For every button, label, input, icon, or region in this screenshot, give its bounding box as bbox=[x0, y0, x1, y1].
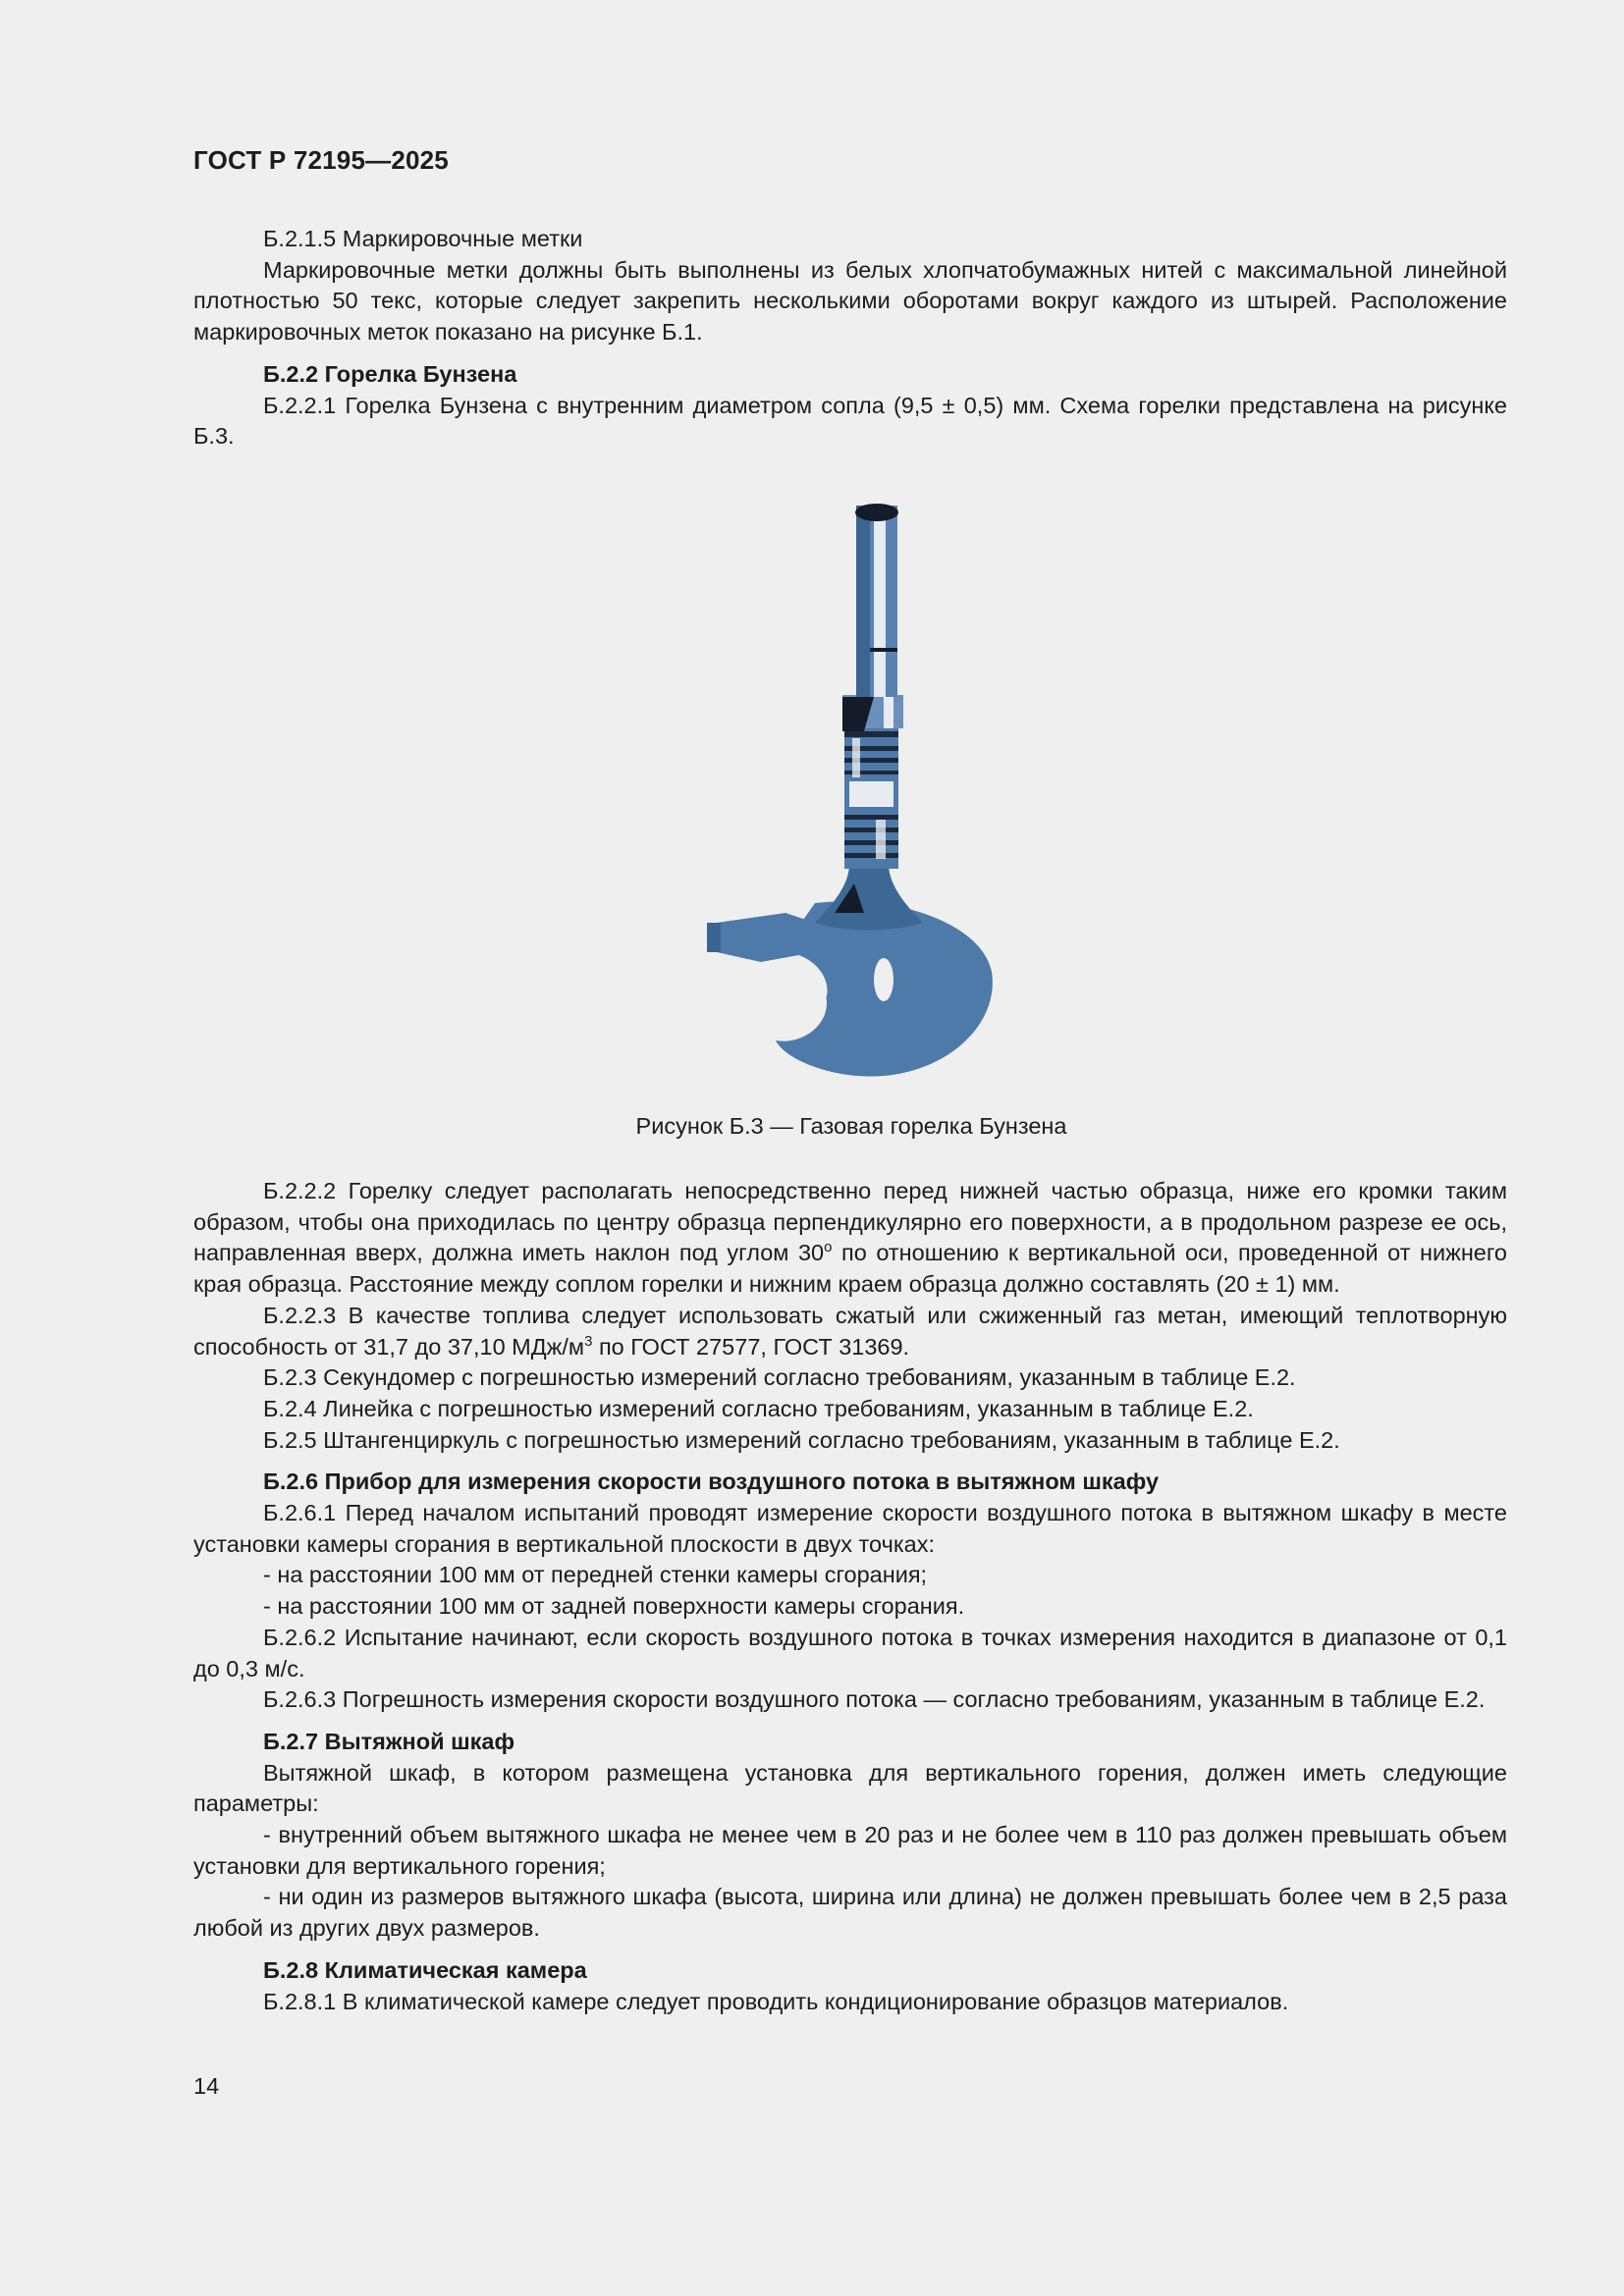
paragraph: Маркировочные метки должны быть выполнены из белых хлопчатобумажных нитей с максимальной линейной плотностью 50 текс, которые следует закрепить несколькими оборотами вокруг каждого из штырей. Расположение маркировочных меток показано на рисунке Б.1. bbox=[193, 256, 1507, 346]
paragraph-text: по отношению к вертикальной оси, проведенной от нижнего края образца. Расстояние между соплом горелки и нижним краем образца должно составлять (20 ± 1) мм. bbox=[193, 1240, 1507, 1298]
section-heading: Б.2.2 Горелка Бунзена bbox=[263, 360, 517, 387]
bunsen-burner-image bbox=[687, 491, 1021, 1090]
paragraph: Б.2.3 Секундомер с погрешностью измерений согласно требованиям, указанным в таблице Е.2. bbox=[263, 1364, 1296, 1391]
unit-superscript: 3 bbox=[584, 1332, 593, 1350]
page-number: 14 bbox=[193, 2073, 220, 2099]
list-item: - на расстоянии 100 мм от задней поверхности камеры сгорания. bbox=[263, 1593, 965, 1620]
paragraph: Б.2.1.5 Маркировочные метки bbox=[263, 226, 583, 251]
document-id-header: ГОСТ Р 72195—2025 bbox=[193, 145, 449, 175]
list-item: - внутренний объем вытяжного шкафа не менее чем в 20 раз и не более чем в 110 раз должен превышать объем установки для вертикального горения; bbox=[193, 1822, 1507, 1879]
list-item: - на расстоянии 100 мм от передней стенки камеры сгорания; bbox=[263, 1562, 928, 1588]
paragraph: Б.2.5 Штангенциркуль с погрешностью измерений согласно требованиям, указанным в таблице Е.2. bbox=[263, 1426, 1340, 1453]
paragraph: Б.2.4 Линейка с погрешностью измерений согласно требованиям, указанным в таблице Е.2. bbox=[263, 1395, 1254, 1421]
paragraph: Б.2.6.1 Перед началом испытаний проводят измерение скорости воздушного потока в вытяжном шкафу в месте установки камеры сгорания в вертикальной плоскости в двух точках: bbox=[193, 1500, 1507, 1557]
paragraph: Б.2.6.3 Погрешность измерения скорости воздушного потока — согласно требованиям, указанным в таблице Е.2. bbox=[263, 1686, 1486, 1713]
figure-caption: Рисунок Б.3 — Газовая горелка Бунзена bbox=[635, 1113, 1067, 1139]
paragraph: Б.2.6.2 Испытание начинают, если скорость воздушного потока в точках измерения находится в диапазоне от 0,1 до 0,3 м/с. bbox=[193, 1624, 1507, 1682]
paragraph bbox=[193, 1176, 1507, 1301]
section-heading: Б.2.6 Прибор для измерения скорости воздушного потока в вытяжном шкафу bbox=[263, 1468, 1160, 1495]
paragraph-text: Б.2.2.3 В качестве топлива следует использовать сжатый или сжиженный газ метан, имеющий теплотворную способность от 31,7 до 37,10 МДж/м bbox=[193, 1302, 1507, 1360]
paragraph-text: по ГОСТ 27577, ГОСТ 31369. bbox=[592, 1333, 910, 1360]
paragraph bbox=[193, 1301, 1507, 1362]
paragraph: Вытяжной шкаф, в котором размещена установка для вертикального горения, должен иметь следующие параметры: bbox=[193, 1759, 1507, 1817]
section-b215-b22 bbox=[193, 224, 1507, 453]
paragraph-text: Б.2.2.2 Горелку следует располагать непосредственно перед нижней частью образца, ниже его кромки таким образом, чтобы она приходилась по центру образца перпендикулярно его поверхности, а в продольном разрезе ее ось, направленная вверх, должна иметь наклон под углом 30 bbox=[193, 1178, 1507, 1266]
section-heading: Б.2.8 Климатическая камера bbox=[263, 1956, 587, 1983]
degree-superscript: о bbox=[824, 1239, 833, 1256]
list-item: - ни один из размеров вытяжного шкафа (высота, ширина или длина) не должен превышать более чем в 2,5 раза любой из других двух размеров. bbox=[193, 1884, 1507, 1942]
section-b222-b28 bbox=[193, 1176, 1507, 2017]
paragraph: Б.2.8.1 В климатической камере следует проводить кондиционирование образцов материалов. bbox=[263, 1988, 1289, 2014]
section-heading: Б.2.7 Вытяжной шкаф bbox=[263, 1728, 515, 1754]
paragraph: Б.2.2.1 Горелка Бунзена с внутренним диаметром сопла (9,5 ± 0,5) мм. Схема горелки представлена на рисунке Б.3. bbox=[193, 392, 1507, 450]
